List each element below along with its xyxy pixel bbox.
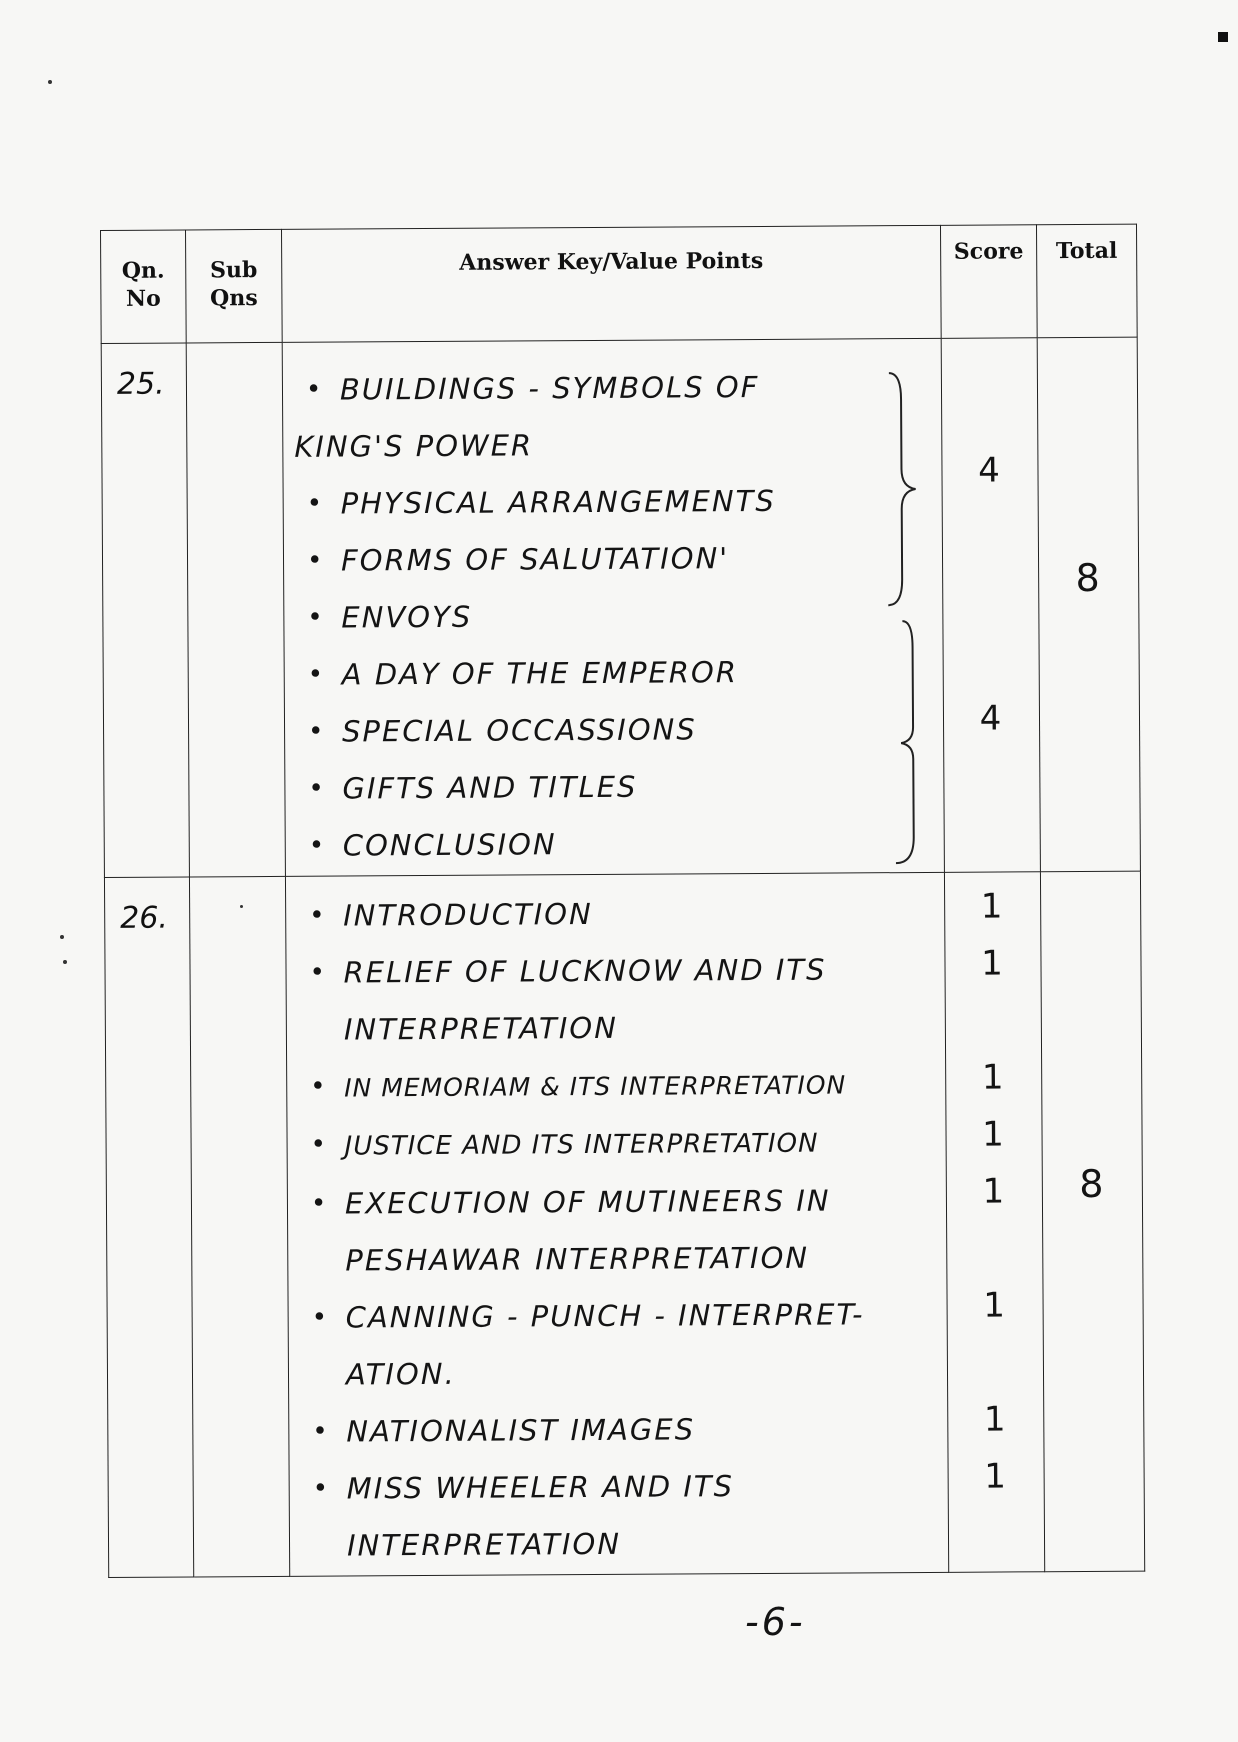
bullet-icon: • bbox=[306, 488, 325, 519]
answer-key-table bbox=[100, 224, 1145, 1578]
answer-point-continuation: PESHAWAR INTERPRETATION bbox=[345, 1240, 810, 1278]
answer-point: • CONCLUSION bbox=[297, 814, 935, 875]
answer-points-cell bbox=[285, 872, 948, 1576]
score-value: 1 bbox=[980, 886, 1005, 927]
answer-point: • ENVOYS bbox=[295, 586, 933, 647]
answer-point-continuation: ATION. bbox=[345, 1356, 456, 1392]
question-row-26 bbox=[104, 871, 1144, 1577]
answer-point: • CANNING - PUNCH - INTERPRET- bbox=[299, 1286, 937, 1347]
bullet-icon: • bbox=[307, 602, 325, 633]
answer-point: • MISS WHEELER AND ITS bbox=[301, 1457, 939, 1518]
question-number: 26. bbox=[120, 900, 169, 936]
total-cell bbox=[1037, 337, 1140, 872]
scan-speck bbox=[48, 80, 52, 84]
answer-point: • BUILDINGS - SYMBOLS OF bbox=[294, 358, 932, 419]
answer-point: • SPECIAL OCCASSIONS bbox=[296, 700, 934, 761]
bullet-icon: • bbox=[309, 957, 327, 988]
answer-point-continuation: INTERPRETATION bbox=[343, 1010, 618, 1047]
bullet-icon: • bbox=[311, 1302, 330, 1333]
score-value: 1 bbox=[984, 1456, 1009, 1497]
sub-question-cell bbox=[189, 876, 289, 1577]
header-qn-no: Qn. No bbox=[101, 230, 187, 344]
page-number: -6- bbox=[745, 1600, 806, 1644]
score-cell bbox=[944, 872, 1044, 1573]
answer-point: • RELIEF OF LUCKNOW AND ITS bbox=[297, 941, 935, 1002]
answer-points-cell bbox=[282, 338, 944, 876]
scan-speck bbox=[60, 935, 64, 939]
score-value: 4 bbox=[978, 450, 1002, 491]
scan-corner-mark bbox=[1218, 32, 1228, 42]
bullet-icon: • bbox=[312, 1473, 331, 1504]
total-value: 8 bbox=[1075, 555, 1102, 601]
total-value: 8 bbox=[1079, 1161, 1106, 1207]
score-value: 1 bbox=[981, 1057, 1006, 1098]
brace-group-1-icon bbox=[883, 369, 924, 609]
bullet-icon: • bbox=[308, 773, 326, 804]
answer-point: • FORMS OF SALUTATION' bbox=[295, 529, 933, 590]
header-score: Score bbox=[940, 225, 1037, 339]
bullet-icon: • bbox=[312, 1416, 330, 1447]
sub-question-cell bbox=[186, 342, 285, 877]
score-value: 1 bbox=[981, 943, 1005, 984]
answer-point: • PHYSICAL ARRANGEMENTS bbox=[295, 472, 933, 533]
header-row bbox=[101, 224, 1138, 343]
answer-point: • EXECUTION OF MUTINEERS IN bbox=[299, 1172, 937, 1233]
score-value: 4 bbox=[979, 698, 1004, 739]
answer-point: • IN MEMORIAM & ITS INTERPRETATION bbox=[298, 1055, 936, 1117]
bullet-icon: • bbox=[310, 1129, 329, 1160]
answer-point: • A DAY OF THE EMPEROR bbox=[296, 643, 934, 704]
bullet-icon: • bbox=[306, 545, 325, 576]
answer-point-continuation: KING'S POWER bbox=[294, 428, 534, 464]
bullet-icon: • bbox=[308, 830, 327, 861]
bullet-icon: • bbox=[307, 659, 326, 690]
answer-points-list bbox=[284, 340, 943, 875]
answer-point: • INTRODUCTION bbox=[297, 884, 935, 945]
score-value: 1 bbox=[982, 1171, 1007, 1212]
score-value: 1 bbox=[983, 1285, 1008, 1326]
score-value: 1 bbox=[982, 1114, 1006, 1155]
answer-point: • JUSTICE AND ITS INTERPRETATION bbox=[298, 1113, 936, 1176]
bullet-icon: • bbox=[309, 900, 327, 931]
header-total: Total bbox=[1036, 224, 1137, 338]
total-cell bbox=[1040, 871, 1144, 1572]
bullet-icon: • bbox=[307, 716, 326, 747]
score-value: 1 bbox=[983, 1399, 1008, 1440]
question-number-cell bbox=[101, 343, 189, 878]
bullet-icon: • bbox=[310, 1071, 328, 1102]
answer-point: • NATIONALIST IMAGES bbox=[300, 1400, 938, 1461]
bullet-icon: • bbox=[310, 1188, 329, 1219]
header-sub-qns: Sub Qns bbox=[186, 229, 283, 343]
answer-point: • GIFTS AND TITLES bbox=[296, 757, 934, 818]
answer-points-list bbox=[287, 874, 947, 1575]
score-cell bbox=[941, 338, 1040, 873]
question-number-cell bbox=[104, 877, 193, 1578]
question-row-25 bbox=[101, 337, 1140, 877]
answer-point-continuation: INTERPRETATION bbox=[346, 1526, 622, 1563]
header-answer-key: Answer Key/Value Points bbox=[281, 225, 941, 342]
question-number: 25. bbox=[116, 366, 165, 402]
brace-group-2-icon bbox=[894, 617, 936, 867]
scan-speck bbox=[63, 960, 67, 964]
bullet-icon: • bbox=[305, 374, 324, 405]
